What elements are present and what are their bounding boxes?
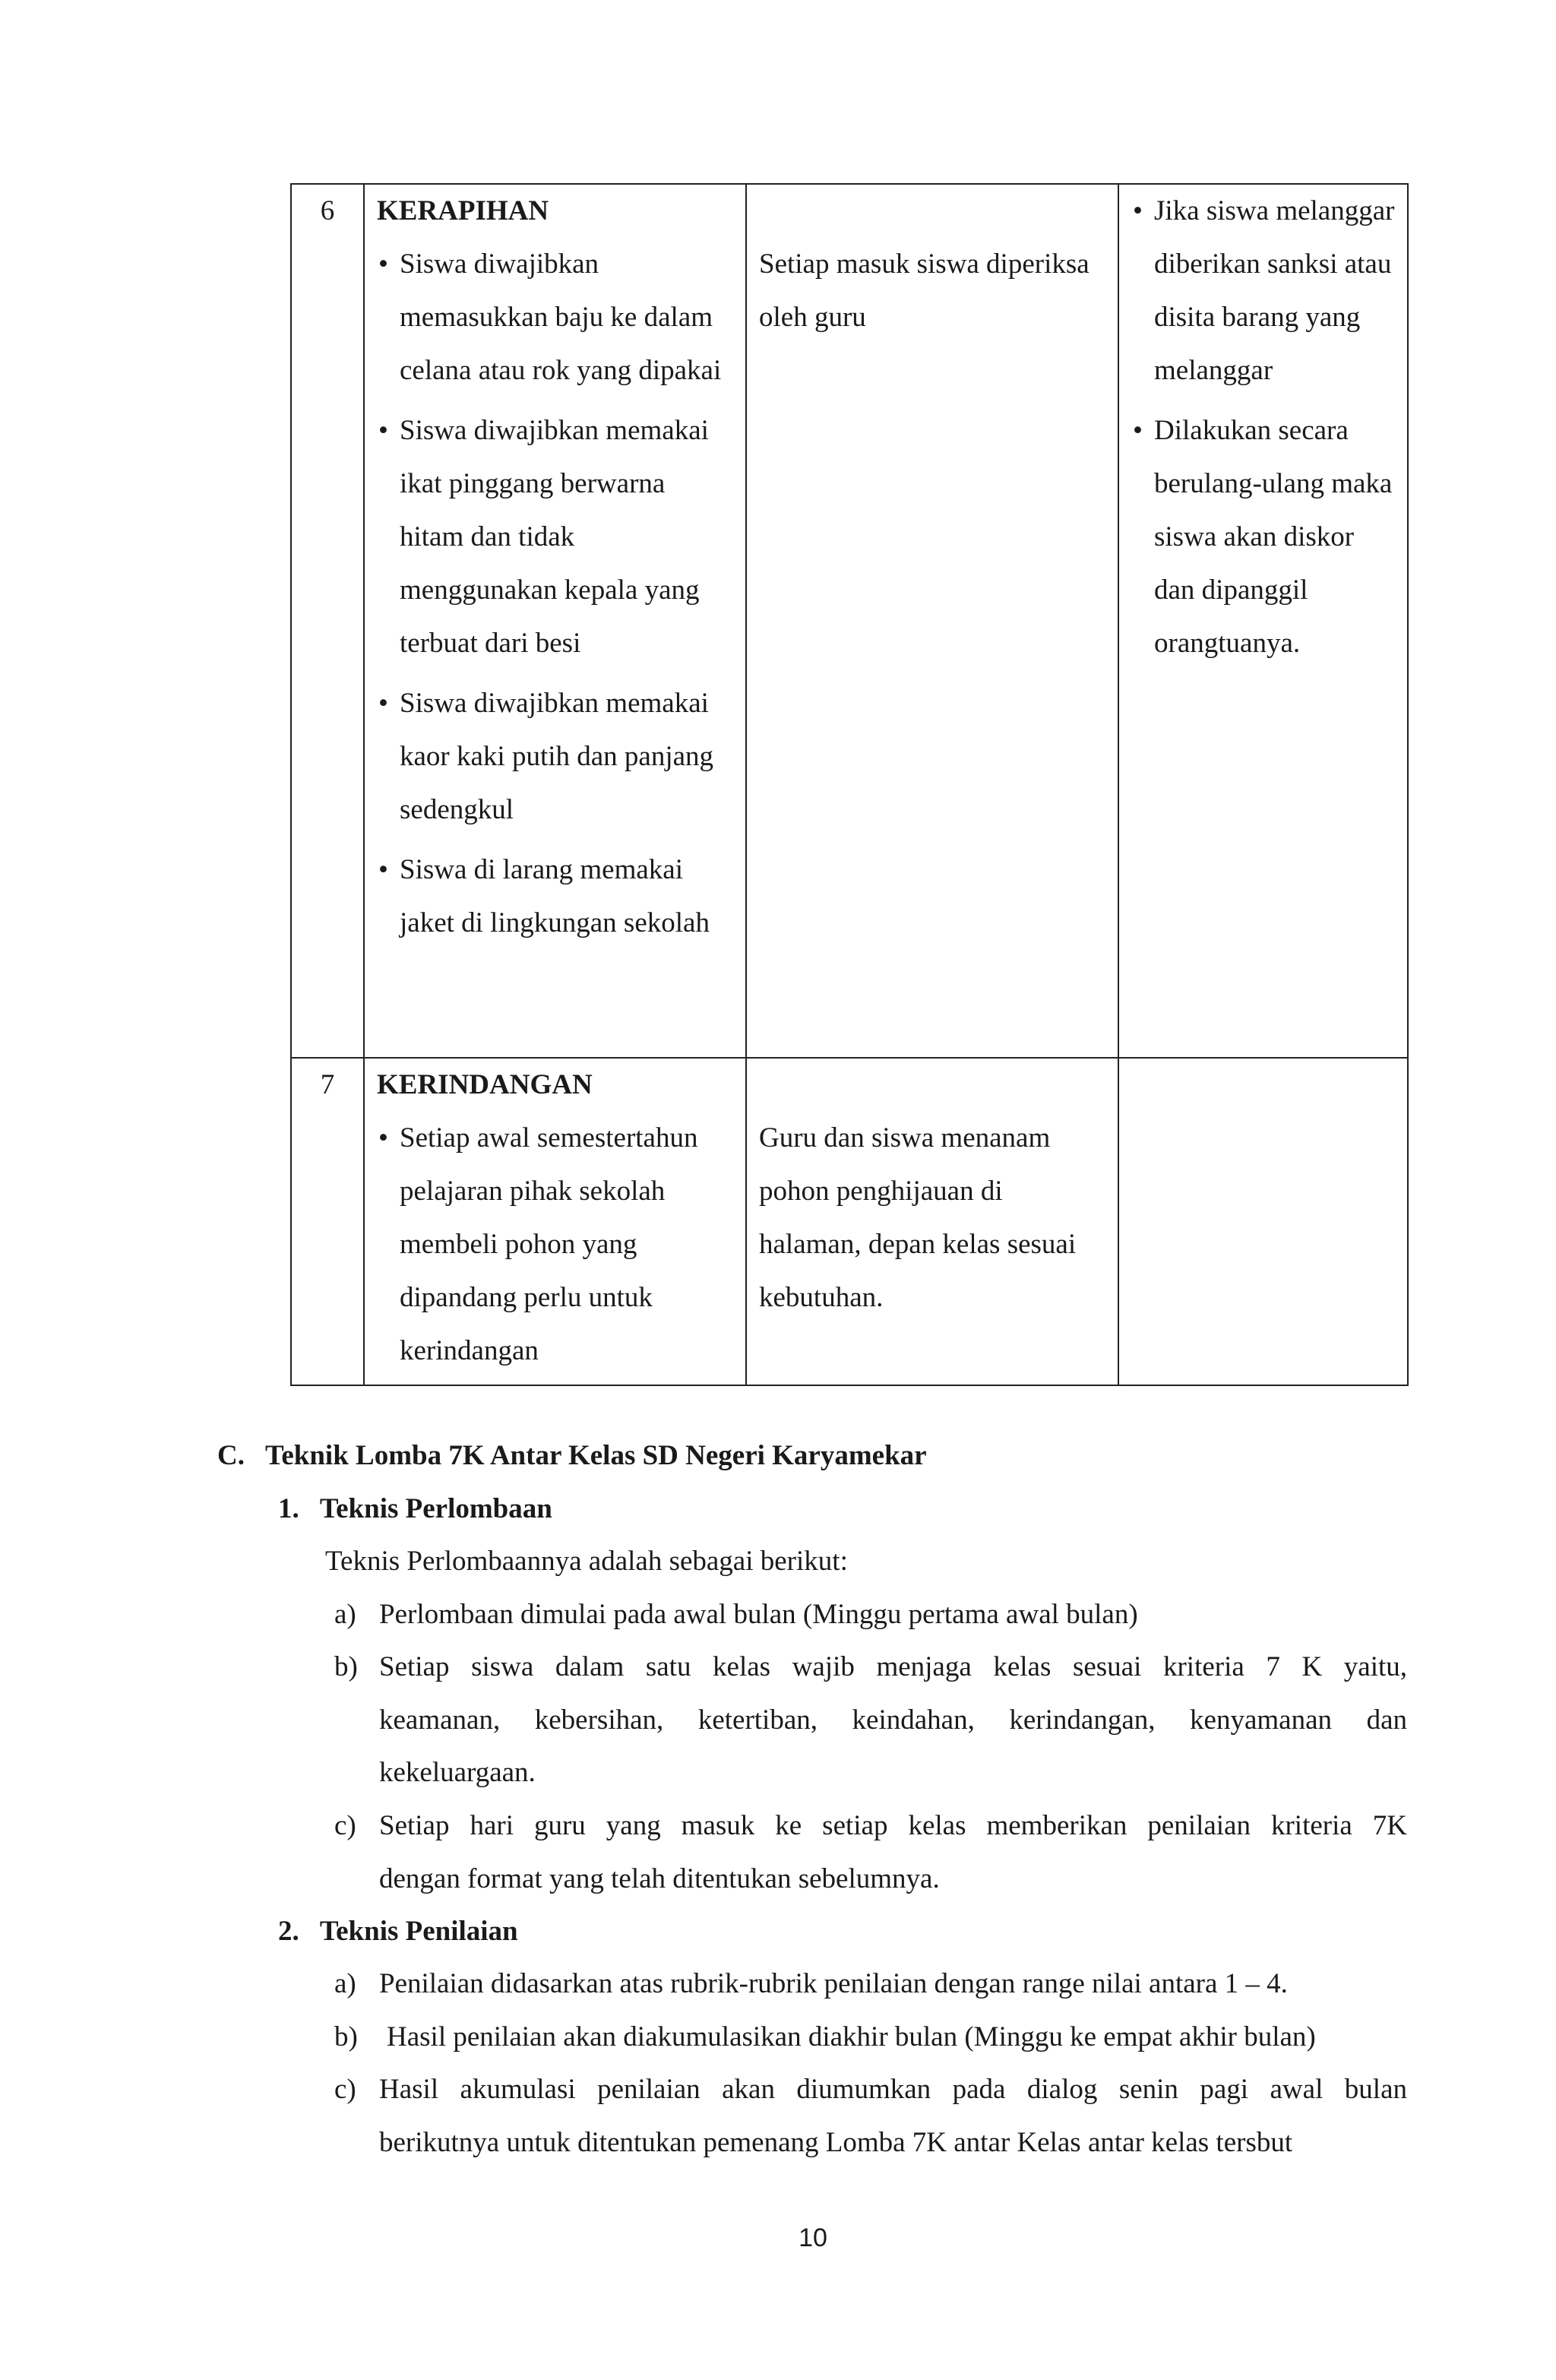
list-item: Perlombaan dimulai pada awal bulan (Minggu pertama awal bulan) [379,1599,1138,1630]
list-marker: a) [334,1968,356,1999]
list-item: Hasil penilaian akan diakumulasikan diakhir bulan (Minggu ke empat akhir bulan) [387,2021,1316,2052]
paragraph: Teknis Perlombaannya adalah sebagai berikut: [325,1546,848,1577]
list-item: • Setiap awal semestertahun pelajaran pihak sekolah membeli pohon yang dipandang perlu untuk kerindangan [377,1112,733,1378]
rules-table [290,183,1409,1386]
list-item: Setiap hari guru yang masuk ke setiap kelas memberikan penilaian kriteria 7K [379,1810,1407,1841]
subsection-heading: 2. Teknis Penilaian [278,1916,518,1947]
list-item: keamanan, kebersihan, ketertiban, keindahan, kerindangan, kenyamanan dan [379,1704,1407,1736]
list-item: dengan format yang telah ditentukan sebelumnya. [379,1863,940,1894]
list-marker: c) [334,2074,356,2105]
table-row [291,184,1408,1058]
list-item: • Siswa diwajibkan memakai ikat pinggang berwarna hitam dan tidak menggunakan kepala yang terbuat dari besi [377,404,733,670]
category-title: KERINDANGAN [377,1069,593,1100]
list-marker: b) [334,2021,358,2052]
implementation-cell [746,184,1118,1058]
list-item: kekeluargaan. [379,1757,536,1788]
row-number: 6 [291,184,364,1058]
rule-cell [364,1058,746,1385]
sanction-list [1131,185,1395,670]
sanction-cell [1118,184,1408,1058]
list-marker: b) [334,1651,358,1682]
list-item: Penilaian didasarkan atas rubrik-rubrik penilaian dengan range nilai antara 1 – 4. [379,1968,1288,1999]
table-row [291,1058,1408,1385]
implementation-text: Guru dan siswa menanam pohon penghijauan di halaman, depan kelas sesuai kebutuhan. [759,1122,1077,1313]
list-item: • Dilakukan secara berulang-ulang maka siswa akan diskor dan dipanggil orangtuanya. [1131,404,1395,670]
list-item: • Siswa diwajibkan memasukkan baju ke dalam celana atau rok yang dipakai [377,238,733,397]
list-marker: c) [334,1810,356,1841]
row-number: 7 [291,1058,364,1385]
category-title: KERAPIHAN [377,195,549,226]
implementation-text: Setiap masuk siswa diperiksa oleh guru [759,248,1090,333]
section-heading: C. Teknik Lomba 7K Antar Kelas SD Negeri Karyamekar [217,1440,927,1471]
list-item: • Siswa diwajibkan memakai kaor kaki putih dan panjang sedengkul [377,677,733,837]
subsection-heading: 1. Teknis Perlombaan [278,1493,552,1524]
list-marker: a) [334,1599,356,1630]
page-number: 10 [799,2223,827,2252]
rule-list [377,1112,733,1378]
implementation-cell [746,1058,1118,1385]
list-item: Setiap siswa dalam satu kelas wajib menjaga kelas sesuai kriteria 7 K yaitu, [379,1651,1407,1682]
rule-list [377,238,733,950]
sanction-cell [1118,1058,1408,1385]
list-item: • Siswa di larang memakai jaket di lingkungan sekolah [377,843,733,950]
rule-cell [364,184,746,1058]
list-item: berikutnya untuk ditentukan pemenang Lomba 7K antar Kelas antar kelas tersbut [379,2127,1293,2158]
list-item: Hasil akumulasi penilaian akan diumumkan pada dialog senin pagi awal bulan [379,2074,1407,2105]
list-item: • Jika siswa melanggar diberikan sanksi atau disita barang yang melanggar [1131,185,1395,397]
